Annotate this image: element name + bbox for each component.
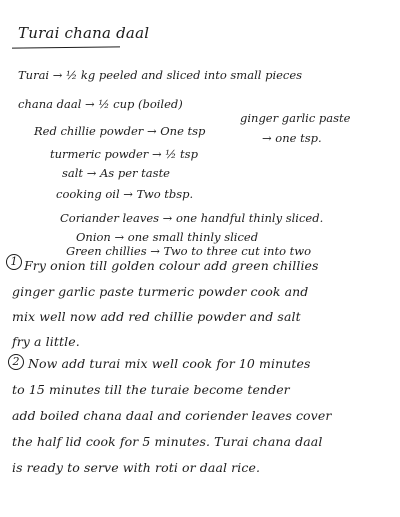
ingredient-coriander: Coriander leaves → one handful thinly sliced. (60, 211, 324, 225)
ingredient-onion: Onion → one small thinly sliced (76, 230, 259, 244)
step-2-line-2: to 15 minutes till the turaie become tender (12, 382, 290, 397)
title-underline (12, 46, 120, 48)
ingredient-cooking-oil: cooking oil → Two tbsp. (56, 187, 194, 201)
ingredient-turmeric: turmeric powder → ½ tsp (50, 147, 198, 161)
ingredient-red-chillie: Red chillie powder → One tsp (34, 124, 206, 138)
side-note-amount: → one tsp. (262, 131, 322, 145)
step-1-line-2: ginger garlic paste turmeric powder cook and (12, 284, 309, 299)
step-1-line-1: Fry onion till golden colour add green chillies (24, 258, 319, 273)
step-number-badge: 2 (8, 354, 24, 370)
step-2-line-3: add boiled chana daal and coriender leaves cover (12, 408, 332, 423)
step-1-line-4: fry a little. (12, 334, 80, 349)
ingredient-chana-daal: chana daal → ½ cup (boiled) (18, 97, 183, 111)
ingredient-salt: salt → As per taste (62, 166, 170, 180)
side-note-ginger-garlic: ginger garlic paste (240, 111, 351, 125)
step-2-line-4: the half lid cook for 5 minutes. Turai chana daal (12, 434, 323, 449)
step-1-line-3: mix well now add red chillie powder and salt (12, 309, 301, 324)
ingredient-green-chillies: Green chillies → Two to three cut into two (66, 244, 312, 258)
step-2-line-1: Now add turai mix well cook for 10 minutes (28, 356, 311, 371)
step-number-badge: 1 (6, 254, 22, 270)
step-2-line-5: is ready to serve with roti or daal rice. (12, 460, 261, 475)
ingredient-turai: Turai → ½ kg peeled and sliced into small pieces (18, 68, 303, 82)
recipe-title: Turai chana daal (18, 24, 150, 42)
